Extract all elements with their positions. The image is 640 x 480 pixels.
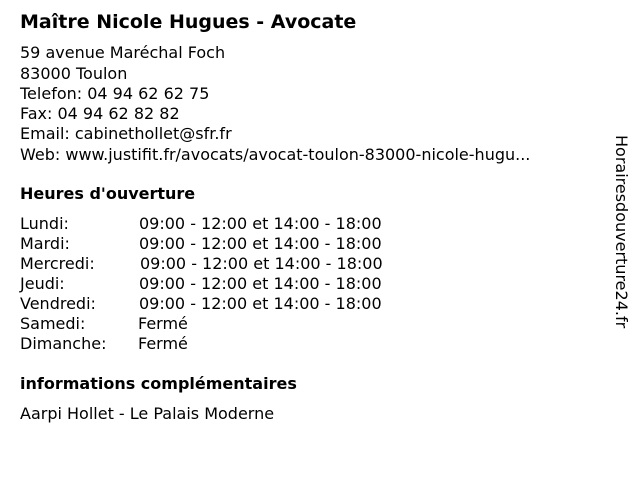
- hours-day-label: Mercredi:: [20, 254, 95, 273]
- hours-time-value: 09:00 - 12:00 et 14:00 - 18:00: [140, 254, 383, 273]
- site-watermark: Horairesdouverture24.fr: [612, 135, 631, 329]
- hours-day-label: Jeudi:: [20, 274, 65, 293]
- phone-line: Telefon: 04 94 62 62 75: [20, 84, 210, 103]
- hours-day-label: Dimanche:: [20, 334, 107, 353]
- address-city: 83000 Toulon: [20, 64, 128, 83]
- hours-day-label: Lundi:: [20, 214, 69, 233]
- address-street: 59 avenue Maréchal Foch: [20, 43, 226, 62]
- hours-time-value: 09:00 - 12:00 et 14:00 - 18:00: [139, 294, 382, 313]
- fax-line: Fax: 04 94 62 82 82: [20, 104, 180, 123]
- hours-heading: Heures d'ouverture: [20, 184, 196, 203]
- extra-info-text: Aarpi Hollet - Le Palais Moderne: [20, 404, 275, 423]
- hours-time-value: 09:00 - 12:00 et 14:00 - 18:00: [139, 234, 382, 253]
- hours-time-value: 09:00 - 12:00 et 14:00 - 18:00: [139, 274, 382, 293]
- hours-day-label: Mardi:: [20, 234, 70, 253]
- hours-day-label: Samedi:: [20, 314, 86, 333]
- page-title: Maître Nicole Hugues - Avocate: [20, 11, 357, 33]
- email-line[interactable]: Email: cabinethollet@sfr.fr: [20, 124, 232, 143]
- hours-time-value: Fermé: [138, 334, 188, 353]
- web-line[interactable]: Web: www.justifit.fr/avocats/avocat-toulon-83000-nicole-hugu...: [20, 145, 531, 164]
- hours-day-label: Vendredi:: [20, 294, 96, 313]
- hours-time-value: Fermé: [138, 314, 188, 333]
- extra-info-heading: informations complémentaires: [20, 374, 297, 393]
- hours-time-value: 09:00 - 12:00 et 14:00 - 18:00: [139, 214, 382, 233]
